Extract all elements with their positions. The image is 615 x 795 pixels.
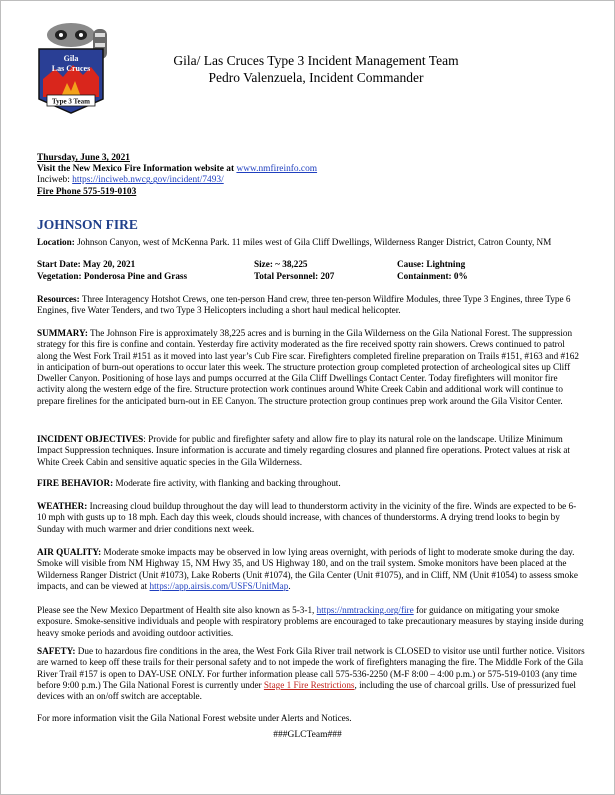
safety-label: SAFETY:: [37, 646, 76, 656]
behavior-text: Moderate fire activity, with flanking and backing throughout.: [113, 478, 341, 488]
summary-section: [37, 328, 585, 407]
website-prefix: Visit the New Mexico Fire Information website at: [37, 164, 237, 175]
objectives-text: : Provide for public and firefighter safety and allow fire to play its natural role on the landscape. Utilize Minimum Impact Suppression techniques. Insure information is accurate and timely regarding closures and planned fire operations. Protect values at risk at White Creek Cabin and sensitive aquatic species in the Gila Wilderness.: [37, 434, 570, 467]
containment: Containment: 0%: [397, 270, 468, 281]
safety-section: [37, 646, 585, 702]
inciweb-prefix: Inciweb:: [37, 175, 73, 186]
inciweb-link[interactable]: https://inciweb.nwcg.gov/incident/7493/: [72, 175, 224, 186]
location-text: Johnson Canyon, west of McKenna Park. 11 miles west of Gila Cliff Dwellings, Wilderness Ranger District, Catron County, NM: [74, 237, 552, 247]
fire-cause: Cause: Lightning: [397, 259, 466, 269]
summary-text: The Johnson Fire is approximately 38,225 acres and is burning in the Gila Wilderness on the Gila National Forest. The suppression strategy for this fire is confine and contain. Yesterday fire activity moderated as the fire received spotty rain showers. Crews continued to patrol along the West Fork Trail #151 as it moved into last year’s Cub Fire scar. Firefighters completed fireline preparation on Trails #151, #163 and #162 in anticipation of burn-out operations to occur later this week. The structure protection group completed protection of archeological sites up Cliff Dweller Canyon. Positioning of hose lays and pumps occurred at the Gila Cliff Dwellings Contact Center. Today firefighters will monitor fire activity along the western edge of the fire. Structure protection work continues around White Creek Cabin and additional work will continue to prepare firelines for the anticipated burn-out in EE Canyon. The structure protection group continues prep work around the Gila Visitor Center.: [37, 328, 579, 406]
objectives-section: [37, 434, 585, 468]
resources-text: Three Interagency Hotshot Crews, one ten-person Hand crew, three ten-person Wildfire Modules, three Type 3 Engines, three Type 6 Engines, five Water Tenders, and two Type 3 Helicopters including a short haul medical helicopter.: [37, 294, 571, 316]
location-label: Location:: [37, 237, 75, 247]
start-date: Start Date: May 20, 2021: [37, 259, 136, 269]
weather-section: [37, 501, 585, 535]
airsis-link[interactable]: https://app.airsis.com/USFS/UnitMap: [149, 580, 289, 591]
nmtracking-link[interactable]: https://nmtracking.org/fire: [316, 605, 414, 615]
weather-text: Increasing cloud buildup throughout the day will lead to thunderstorm activity in the vicinity of the fire. Winds are expected to be 6-10 mph with gusts up to 18 mph. Each day this week, clouds should increase, with chances of thunderstorms. A drying trend looks to begin by Sunday with much warmer and drier conditions next week.: [37, 501, 577, 534]
summary-label: SUMMARY:: [37, 328, 88, 338]
behavior-label: FIRE BEHAVIOR:: [37, 478, 114, 488]
fire-restrictions-link[interactable]: Stage 1 Fire Restrictions: [263, 679, 355, 690]
fire-phone: Fire Phone 575-519-0103: [37, 186, 137, 197]
more-info: For more information visit the Gila National Forest website under Alerts and Notices.: [37, 713, 352, 723]
team-name: Gila/ Las Cruces Type 3 Incident Management Team: [173, 53, 459, 68]
total-personnel: Total Personnel: 207: [254, 270, 335, 281]
fire-behavior-section: [37, 478, 585, 489]
air-label: AIR QUALITY:: [37, 547, 102, 557]
air-end: .: [288, 580, 291, 591]
health-section: [37, 605, 585, 639]
objectives-label: INCIDENT OBJECTIVES: [37, 434, 144, 444]
weather-label: WEATHER:: [37, 501, 88, 511]
safety-text-1: Due to hazardous fire conditions in the area, the West Fork Gila River trail network is CLOSED to visitor use until further notice. Visitors are warned to keep off these trails for their personal safety and to not impede the work of firefighters managing the fire. The Middle Fork of the Gila River Trail #157 is open to DAY-USE ONLY. For further information please call 575-536-2250 (M-F 8:00 – 4:00 p.m.) or 575-519-0103 (any time before 9:00 p.m.) The Gila National Forest is currently under: [37, 646, 585, 690]
nmfireinfo-link[interactable]: www.nmfireinfo.com: [236, 164, 318, 175]
resources-section: [37, 294, 585, 317]
incident-commander: Pedro Valenzuela, Incident Commander: [208, 70, 424, 85]
logo-text-bottom: Type 3 Team: [52, 97, 90, 106]
closing-tag: ###GLCTeam###: [273, 730, 342, 740]
air-quality-section: [37, 547, 585, 592]
fire-stats: [37, 259, 585, 282]
header-title: [121, 52, 511, 86]
report-date: Thursday, June 3, 2021: [37, 153, 130, 163]
air-text: Moderate smoke impacts may be observed in low lying areas overnight, with periods of light to moderate smoke during the day. Smoke will visible from NM Highway 15, NM Hwy 35, and US Highway 180, and on the trail system. Smoke monitors have been placed at the Wilderness Ranger District (Unit #1073), Lake Roberts (Unit #1074), the Gila Center (Unit #1075), and in Cliff, NM (Unit #1054) to assess smoke impacts, and can be viewed at: [37, 547, 578, 591]
resources-label: Resources:: [37, 294, 80, 304]
health-text-1: Please see the New Mexico Department of Health site also known as 5-3-1,: [37, 605, 317, 615]
fire-name: JOHNSON FIRE: [37, 217, 138, 232]
health-text-2: for guidance on mitigating your smoke exposure. Smoke-sensitive individuals and people with respiratory problems are encouraged to take precautionary measures by staying inside during heavy smoke periods and avoiding outdoor activities.: [37, 605, 584, 638]
team-logo: [31, 21, 111, 117]
vegetation: Vegetation: Ponderosa Pine and Grass: [37, 270, 188, 281]
fire-size: Size: ~ 38,225: [254, 259, 308, 269]
safety-text-2: , including the use of charcoal grills. Use of pressurized fuel devices with an on/off switch are acceptable.: [37, 679, 576, 702]
logo-text-top: Gila: [63, 54, 79, 63]
date-block: [37, 153, 585, 198]
location-line: [37, 237, 585, 248]
logo-text-mid: Las Cruces: [51, 64, 91, 73]
